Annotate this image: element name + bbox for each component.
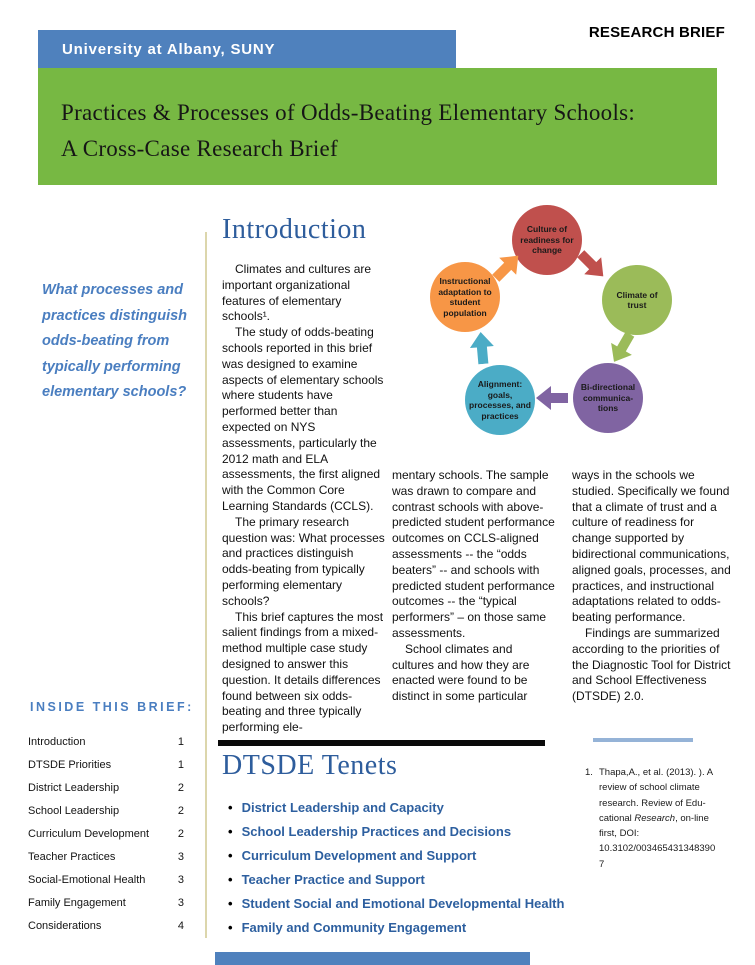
bullet-icon: • [228,800,233,815]
toc-page: 3 [177,897,184,909]
cycle-arrow-icon [536,386,568,410]
university-name: University at Albany, SUNY [62,40,276,58]
bullet-icon: • [228,848,233,863]
toc-row [28,920,184,943]
toc-page: 1 [177,759,184,771]
page-title-line2: A Cross-Case Research Brief [61,136,339,161]
footnote-journal: Research [634,812,676,824]
tenets-list [228,800,564,944]
toc-page: 2 [177,828,184,840]
toc-row [28,851,184,874]
toc-page: 1 [177,736,184,748]
intro-column-3 [572,468,734,705]
paragraph: ways in the schools we studied. Specifically we found that a climate of trust and a culture of readiness for change supported by bidirectional communications, aligned goals, processes, and practices, and instructional adaptations related to odds-beating performance. [572,468,731,625]
toc-row [28,874,184,897]
toc-label: Introduction [28,736,86,748]
tenets-heading: DTSDE Tenets [222,750,398,781]
sidebar-question: What processes and practices distinguish odds-beating from typically performing elementary schools? [42,282,188,400]
paragraph: mentary schools. The sample was drawn to compare and contrast schools with above-predicted student performance outcomes on CCLS-aligned assessments -- the “odds beaters” -- and schools with predicted student performance outcomes -- the “typical performers” – on those same assessments. [392,468,555,640]
diagram-node-instructional-adaptation: Instructional adaptation to student population [430,262,500,332]
title-banner [38,68,717,185]
paragraph: Findings are summarized according to the priorities of the Diagnostic Tool for District and School Effectiveness (DTSDE) 2.0. [572,625,731,704]
toc-page: 3 [177,851,184,863]
toc-label: Social-Emotional Health [28,874,146,886]
footnote-number: 1. [585,767,593,778]
footnote-citation: Thapa,A., et al. (2013). ). A review of school climate research. Review of Edu-cational [599,767,713,824]
tenet-item [228,896,564,920]
toc-label: DTSDE Priorities [28,759,112,771]
toc-row [28,759,184,782]
toc-label: District Leadership [28,782,120,794]
paragraph: The study of odds-beating schools reported in this brief was designed to examine aspects of elementary schools where students have performed better than expected on NYS assessments, particularly the 2012 math and ELA assessments, the first aligned with the Common Core Learning Standards (CCLS). [222,325,384,513]
toc-page: 2 [177,782,184,794]
sidebar-divider [205,232,207,938]
intro-column-2 [392,468,556,705]
toc-page: 4 [177,920,184,932]
tenet-item [228,824,564,848]
toc-title: INSIDE THIS BRIEF: [30,700,194,714]
tenet-label: Student Social and Emotional Developmental Health [241,896,565,911]
footnote [585,765,719,872]
toc-row [28,828,184,851]
bullet-icon: • [228,896,233,911]
toc-label: School Leadership [28,805,120,817]
diagram-node-alignment: Alignment: goals, processes, and practices [465,365,535,435]
cycle-arrow-icon [469,331,496,365]
tenet-label: School Leadership Practices and Decisions [241,824,512,839]
toc-label: Teacher Practices [28,851,116,863]
tenet-item [228,800,564,824]
toc-label: Considerations [28,920,102,932]
introduction-heading: Introduction [222,214,367,245]
bullet-icon: • [228,824,233,839]
diagram-node-culture-of-readiness: Culture of readiness for change [512,205,582,275]
tenet-label: District Leadership and Capacity [241,800,444,815]
paragraph: Climates and cultures are important organizational features of elementary schools¹. [222,262,372,324]
toc-row [28,736,184,759]
diagram-node-bidirectional-communications: Bi-directional communica-tions [573,363,643,433]
footnote-text [599,765,719,872]
footnote-doi: , on-line first, DOI: 10.3102/0034654313483907 [599,812,716,870]
tenet-label: Family and Community Engagement [241,920,467,935]
paragraph: This brief captures the most salient findings from a mixed-method multiple case study designed to answer this question. It details differences found between six odds-beating and three typically performing ele- [222,609,384,735]
toc-page: 2 [177,805,184,817]
tenet-item [228,920,564,944]
tenet-item [228,872,564,896]
bottom-section-bar [215,952,530,965]
toc-row [28,805,184,828]
tenet-item [228,848,564,872]
toc-label: Curriculum Development [28,828,150,840]
tenet-label: Teacher Practice and Support [241,872,425,887]
table-of-contents [28,736,184,943]
paragraph: The primary research question was: What processes and practices distinguish odds-beating from typically performing elementary schools? [222,514,385,608]
toc-label: Family Engagement [28,897,126,909]
column-end-rule [593,738,693,742]
section-divider-rule [218,740,545,746]
bullet-icon: • [228,920,233,935]
page-title-line1: Practices & Processes of Odds-Beating Elementary Schools: [61,100,636,125]
university-banner [38,30,456,68]
toc-row [28,897,184,920]
toc-row [28,782,184,805]
diagram-node-climate-of-trust: Climate of trust [602,265,672,335]
toc-page: 3 [177,874,184,886]
intro-column-1 [222,262,386,736]
paragraph: School climates and cultures and how they are enacted were found to be distinct in some particular [392,641,530,704]
bullet-icon: • [228,872,233,887]
research-brief-label: RESEARCH BRIEF [588,24,725,41]
tenet-label: Curriculum Development and Support [241,848,477,863]
